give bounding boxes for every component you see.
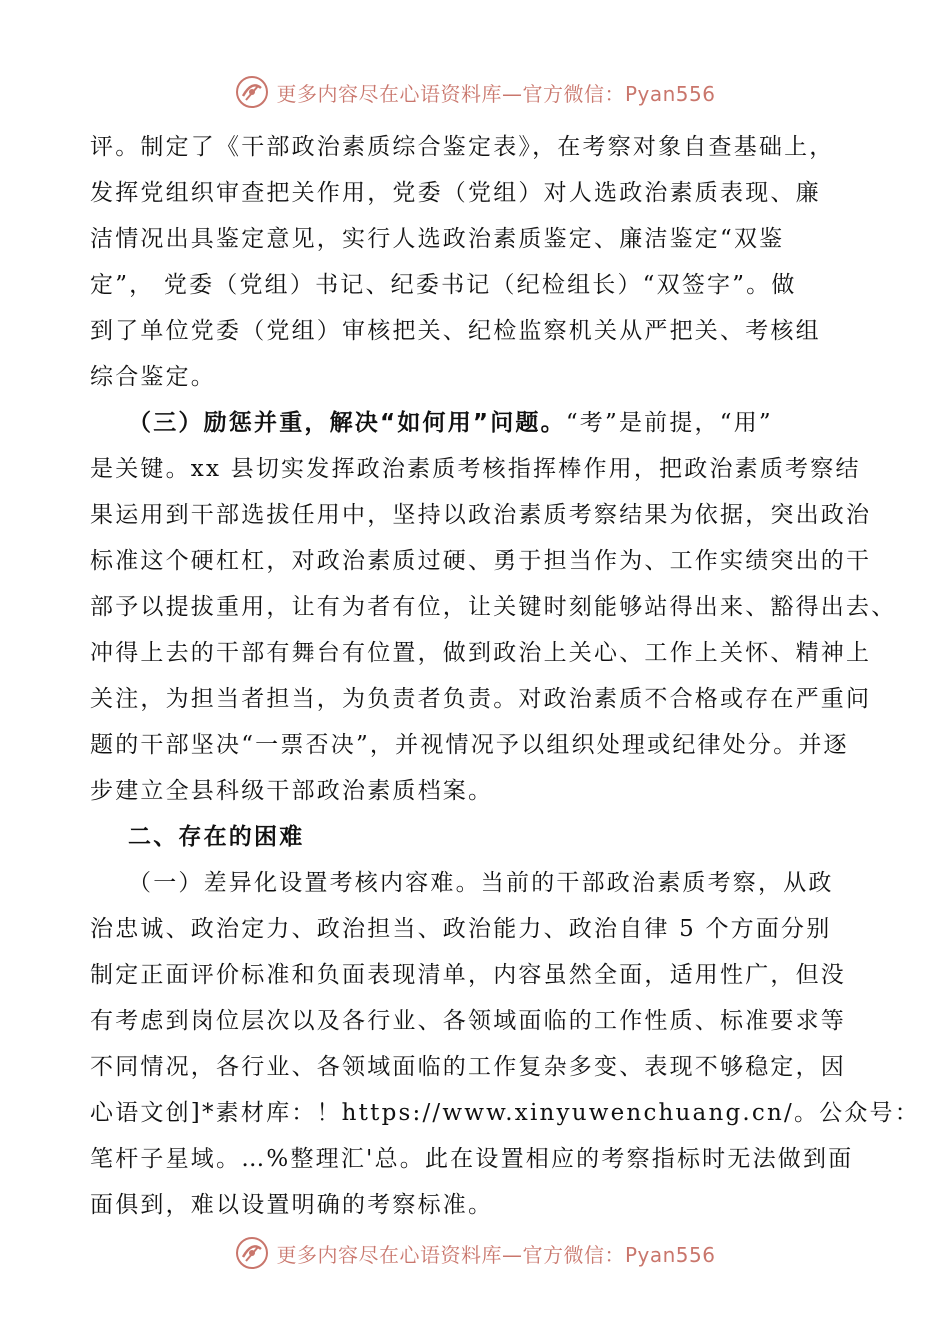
- text-line: 不同情况，各行业、各领域面临的工作复杂多变、表现不够稳定，因: [90, 1054, 846, 1080]
- text-line: 心语文创]*素材库：！https://www.xinyuwenchuang.cn/。公众号：: [90, 1100, 920, 1126]
- section-3-first-line: [90, 400, 880, 446]
- text-line: 有考虑到岗位层次以及各行业、各领域面临的工作性质、标准要求等: [90, 1008, 846, 1034]
- text-line: 冲得上去的干部有舞台有位置，做到政治上关心、工作上关怀、精神上: [90, 640, 872, 666]
- text-line: 治忠诚、政治定力、政治担当、政治能力、政治自律 5 个方面分别: [90, 916, 832, 942]
- document-body: [90, 124, 920, 1228]
- text-line: 题的干部坚决“一票否决”，并视情况予以组织处理或纪律处分。并逐: [90, 732, 849, 758]
- text-line: 制定正面评价标准和负面表现清单，内容虽然全面，适用性广，但没: [90, 962, 846, 988]
- watermark-banner-bottom: [0, 1233, 950, 1273]
- text-line: 面俱到，难以设置明确的考察标准。: [90, 1192, 494, 1218]
- text-line: 发挥党组织审查把关作用，党委（党组）对人选政治素质表现、廉: [90, 180, 821, 206]
- watermark-banner-top: [0, 72, 950, 112]
- text-line: 综合鉴定。: [90, 364, 216, 390]
- part-2-heading: 二、存在的困难: [128, 824, 305, 850]
- text-line: 关注，为担当者担当，为负责者负责。对政治素质不合格或存在严重问: [90, 686, 872, 712]
- logo-icon: [234, 74, 270, 110]
- text-line: 洁情况出具鉴定意见，实行人选政治素质鉴定、廉洁鉴定“双鉴: [90, 226, 785, 252]
- text-line: 评。制定了《干部政治素质综合鉴定表》，在考察对象自查基础上，: [90, 134, 835, 160]
- watermark-text-top: 更多内容尽在心语资料库—官方微信：Pyan556: [276, 81, 716, 106]
- text-line: 笔杆子星域。…%整理汇'总。此在设置相应的考察指标时无法做到面: [90, 1146, 854, 1172]
- text-line: 定”， 党委（党组）书记、纪委书记（纪检组长）“双签字”。做: [90, 272, 797, 298]
- text-line: 步建立全县科级干部政治素质档案。: [90, 778, 494, 804]
- text-line: （一）差异化设置考核内容难。当前的干部政治素质考察，从政: [128, 870, 834, 896]
- section-3-lead: “考”是前提，“用”: [565, 410, 773, 436]
- text-line: 是关键。xx 县切实发挥政治素质考核指挥棒作用，把政治素质考察结: [90, 456, 861, 482]
- section-3-heading: （三）励惩并重，解决“如何用”问题。: [128, 410, 566, 436]
- text-line: 果运用到干部选拔任用中，坚持以政治素质考察结果为依据，突出政治: [90, 502, 872, 528]
- text-line: 部予以提拔重用，让有为者有位，让关键时刻能够站得出来、豁得出去、: [90, 594, 897, 620]
- logo-icon: [234, 1235, 270, 1271]
- text-line: 标准这个硬杠杠，对政治素质过硬、勇于担当作为、工作实绩突出的干: [90, 548, 872, 574]
- text-line: 到了单位党委（党组）审核把关、纪检监察机关从严把关、考核组: [90, 318, 821, 344]
- watermark-text-bottom: 更多内容尽在心语资料库—官方微信：Pyan556: [276, 1242, 716, 1267]
